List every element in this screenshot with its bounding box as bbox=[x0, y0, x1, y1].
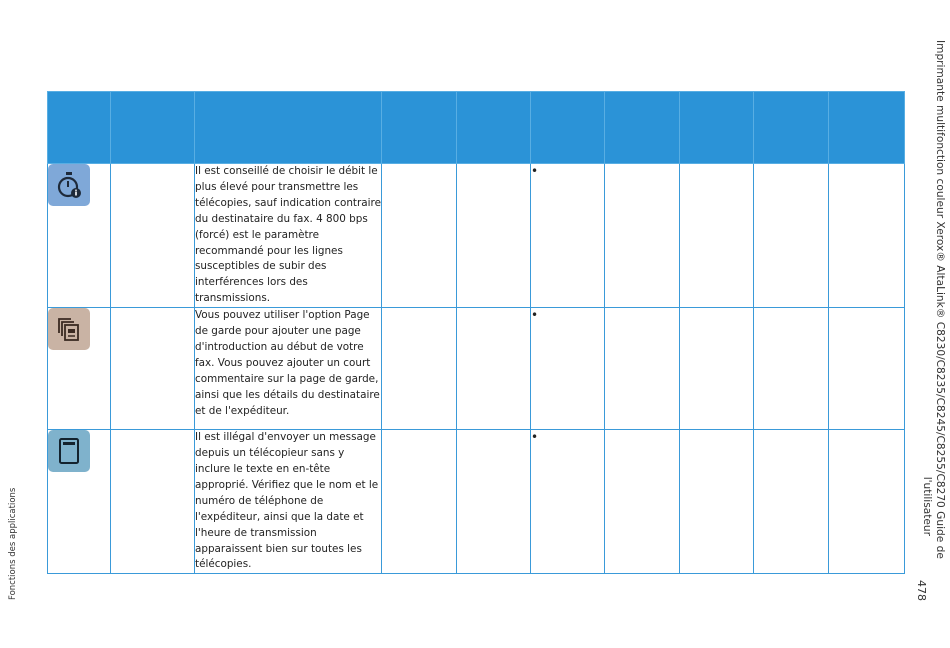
row-description: Il est illégal d'envoyer un message depuis un télécopieur sans y inclure le texte en en-tête approprié. Vérifiez que le nom et le numéro de téléphone de l'expéditeur, ainsi que la date et l'heure de transmission apparaissent bien sur toutes les télécopies. bbox=[195, 430, 382, 574]
header-cell bbox=[531, 92, 605, 164]
header-cell bbox=[48, 92, 111, 164]
feature-table bbox=[47, 91, 905, 574]
document-title-line1: Imprimante multifonction couleur Xerox® AltaLink® C8230/C8235/C8245/C8255/C8270 Guide de bbox=[934, 40, 946, 559]
icon-cell bbox=[48, 430, 111, 574]
fax-header-icon bbox=[48, 430, 90, 472]
empty-cell bbox=[605, 308, 680, 430]
bullet-mark: • bbox=[531, 164, 605, 308]
bullet-mark: • bbox=[531, 308, 605, 430]
document-title-line2: l'utilisateur bbox=[921, 476, 933, 536]
icon-cell bbox=[48, 308, 111, 430]
document-header bbox=[920, 40, 946, 559]
section-footer: Fonctions des applications bbox=[8, 487, 18, 600]
empty-cell bbox=[457, 164, 531, 308]
table-header-row bbox=[48, 92, 905, 164]
empty-cell bbox=[680, 164, 754, 308]
empty-cell bbox=[605, 430, 680, 574]
icon-cell bbox=[48, 164, 111, 308]
empty-cell bbox=[680, 430, 754, 574]
empty-cell bbox=[829, 430, 905, 574]
empty-cell bbox=[605, 164, 680, 308]
page-number: 478 bbox=[915, 580, 928, 601]
empty-cell bbox=[111, 164, 195, 308]
cover-page-icon bbox=[48, 308, 90, 350]
empty-cell bbox=[680, 308, 754, 430]
timer-info-icon bbox=[48, 164, 90, 206]
table-row bbox=[48, 308, 905, 430]
empty-cell bbox=[457, 430, 531, 574]
row-description: Il est conseillé de choisir le débit le plus élevé pour transmettre les télécopies, sauf indication contraire du destinataire du fax. 4 800 bps (forcé) est le paramètre recommandé pour les lignes susceptibles de subir des interférences lors des transmissions. bbox=[195, 164, 382, 308]
empty-cell bbox=[382, 430, 457, 574]
header-cell bbox=[457, 92, 531, 164]
header-cell bbox=[680, 92, 754, 164]
header-cell bbox=[111, 92, 195, 164]
empty-cell bbox=[111, 308, 195, 430]
bullet-mark: • bbox=[531, 430, 605, 574]
header-cell bbox=[195, 92, 382, 164]
table-row bbox=[48, 430, 905, 574]
empty-cell bbox=[829, 164, 905, 308]
header-cell bbox=[754, 92, 829, 164]
header-cell bbox=[829, 92, 905, 164]
header-cell bbox=[382, 92, 457, 164]
empty-cell bbox=[754, 430, 829, 574]
empty-cell bbox=[382, 308, 457, 430]
empty-cell bbox=[111, 430, 195, 574]
header-cell bbox=[605, 92, 680, 164]
table-row bbox=[48, 164, 905, 308]
empty-cell bbox=[382, 164, 457, 308]
empty-cell bbox=[754, 308, 829, 430]
empty-cell bbox=[829, 308, 905, 430]
empty-cell bbox=[457, 308, 531, 430]
row-description: Vous pouvez utiliser l'option Page de garde pour ajouter une page d'introduction au début de votre fax. Vous pouvez ajouter un court commentaire sur la page de garde, ainsi que les détails du destinataire et de l'expéditeur. bbox=[195, 308, 382, 430]
empty-cell bbox=[754, 164, 829, 308]
